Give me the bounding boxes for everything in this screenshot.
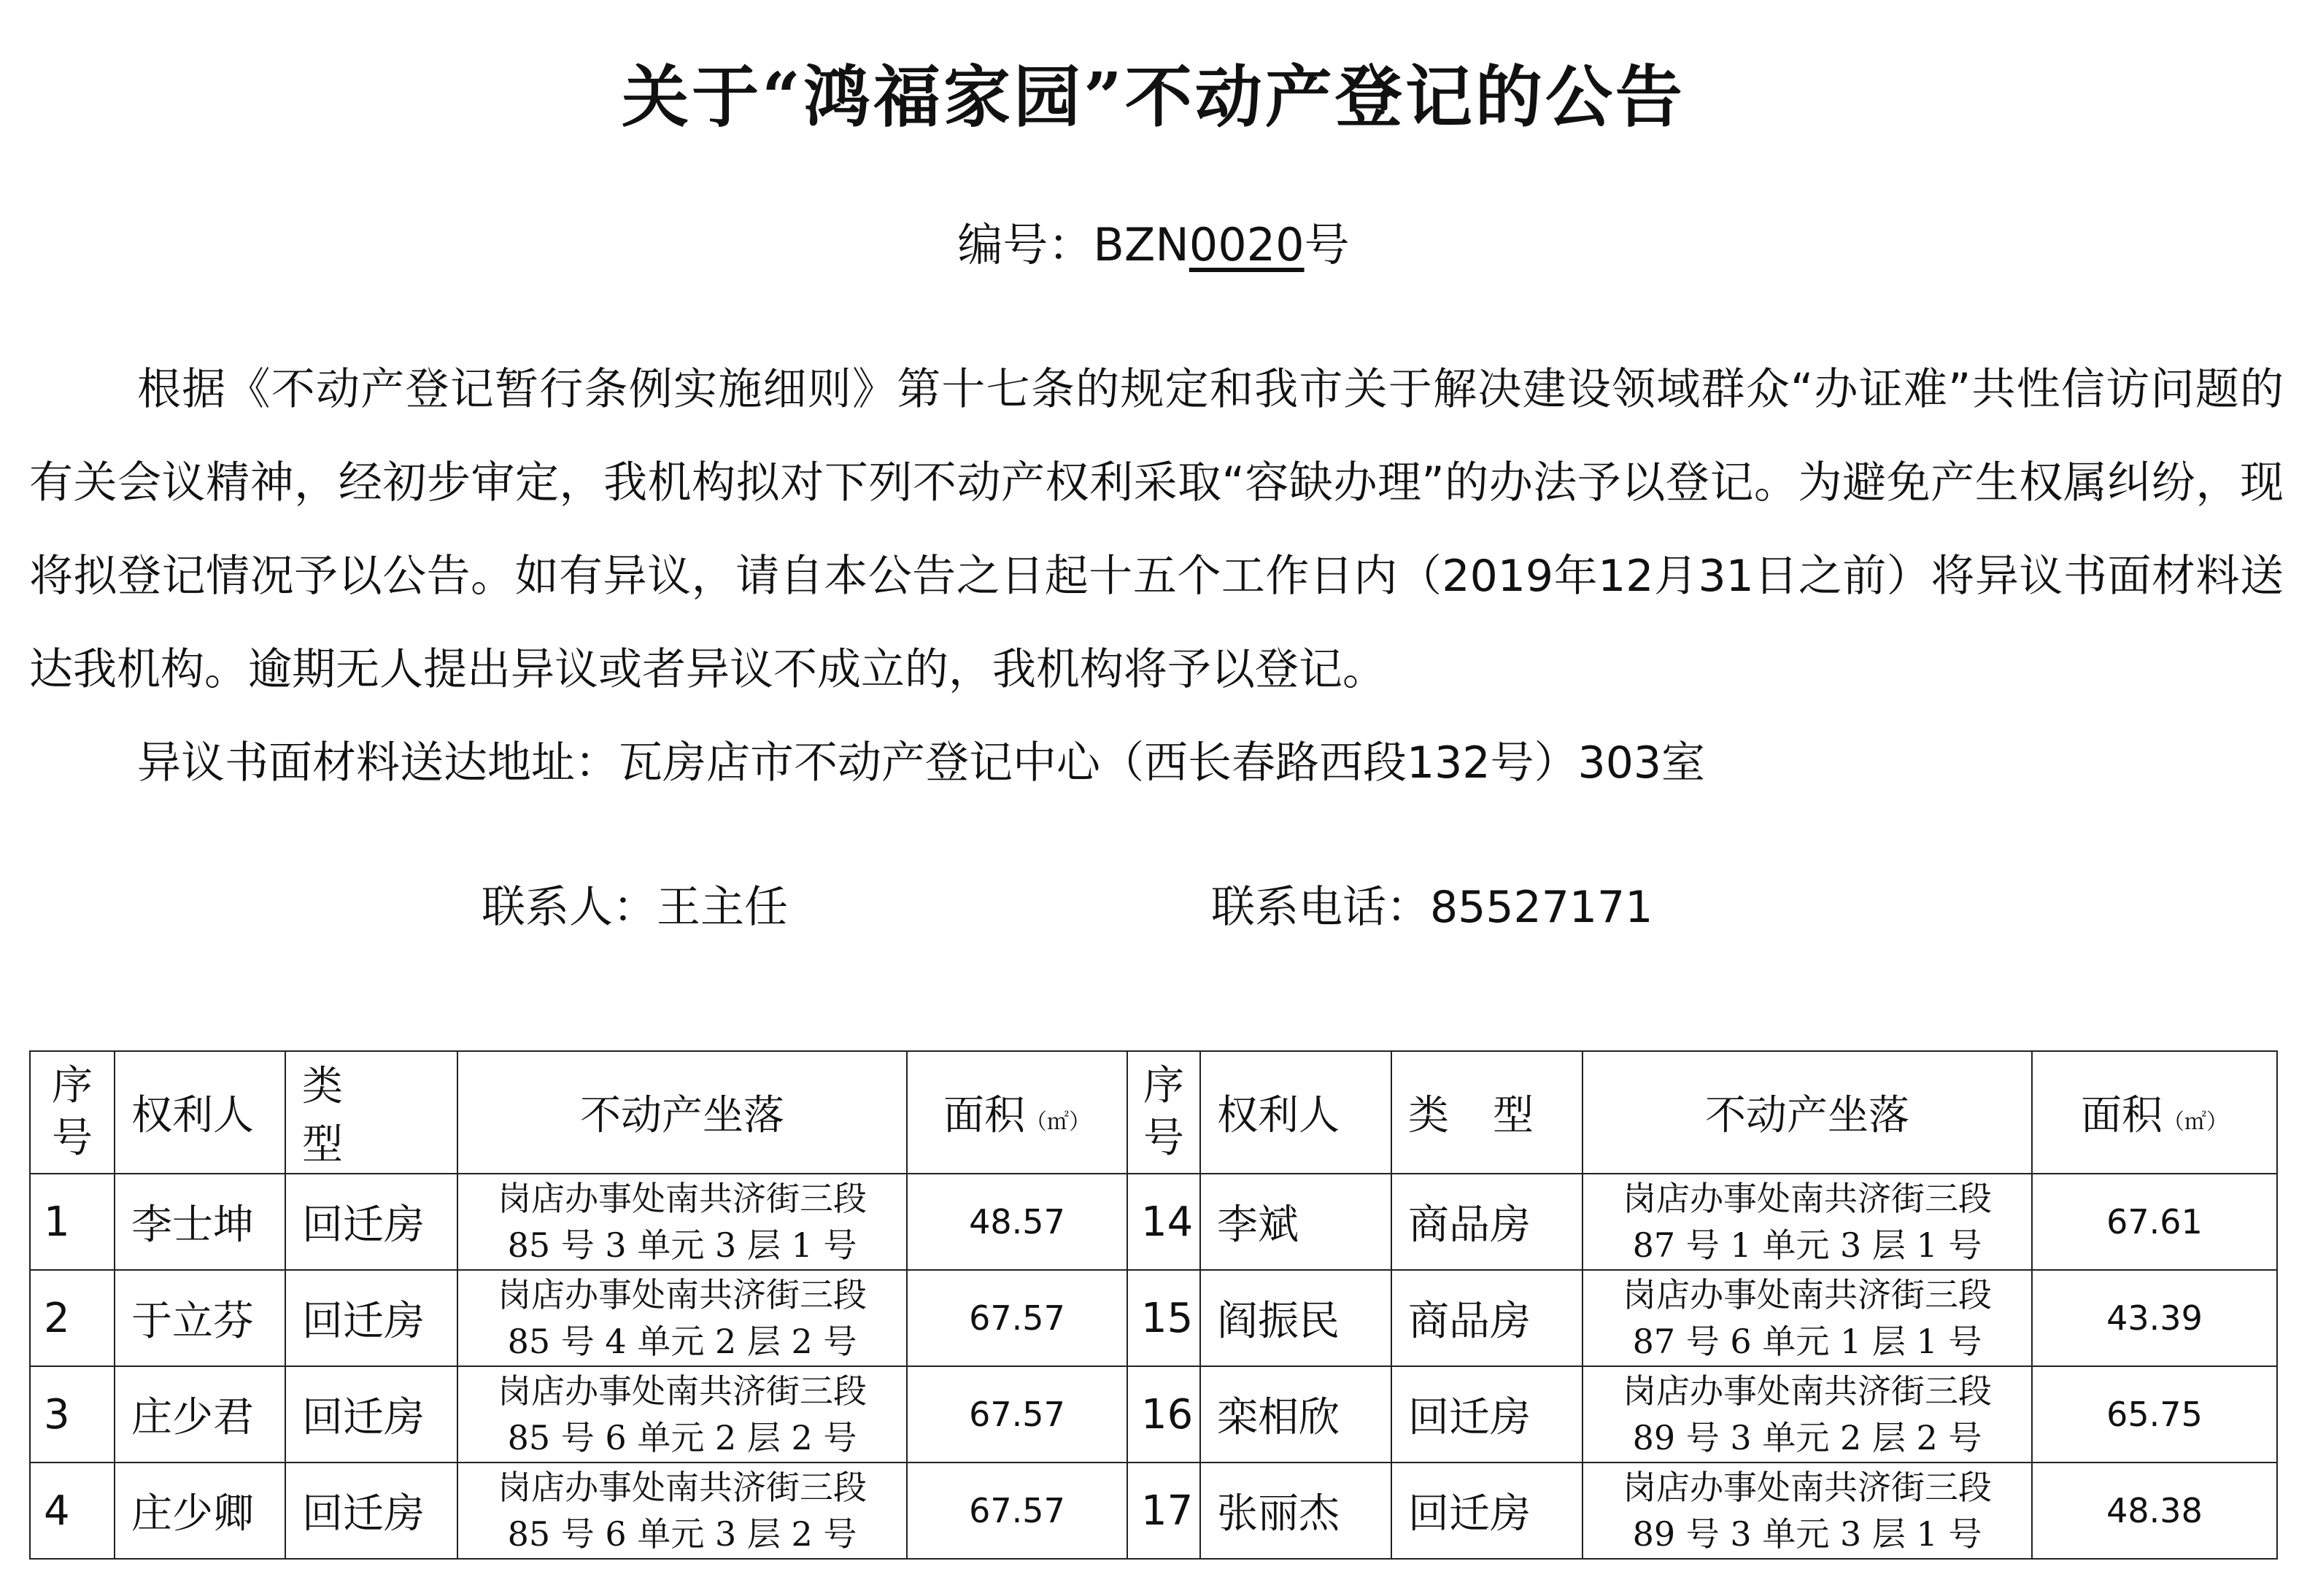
cell-owner: 庄少君: [115, 1366, 285, 1463]
cell-location: 岗店办事处南共济街三段 89 号 3 单元 3 层 1 号: [1583, 1463, 2032, 1559]
cell-type: 商品房: [1391, 1270, 1583, 1366]
cell-location: 岗店办事处南共济街三段 85 号 4 单元 2 层 2 号: [457, 1270, 907, 1366]
header-owner: 权利人: [1200, 1051, 1391, 1174]
header-type: 类型: [1391, 1051, 1583, 1174]
header-type: 类型: [285, 1051, 457, 1174]
header-area: 面积（㎡）: [907, 1051, 1127, 1174]
contact-phone: [1211, 872, 1653, 935]
header-location: 不动产坐落: [457, 1051, 907, 1174]
cell-location: 岗店办事处南共济街三段 85 号 6 单元 3 层 2 号: [457, 1463, 907, 1559]
doc-number-value: 0020: [1189, 218, 1305, 271]
cell-seq: 14: [1127, 1174, 1200, 1270]
doc-number-prefix: 编号：BZN: [957, 218, 1189, 271]
cell-seq: 4: [30, 1463, 115, 1559]
cell-type: 回迁房: [285, 1174, 457, 1270]
body-paragraph-1: 根据《不动产登记暂行条例实施细则》第十七条的规定和我市关于解决建设领域群众“办证难”共性信访问题的有关会议精神，经初步审定，我机构拟对下列不动产权利采取“容缺办理”的办法予以登记。为避免产生权属纠纷，现将拟登记情况予以公告。如有异议，请自本公告之日起十五个工作日内（2019年12月31日之前）将异议书面材料送达我机构。逾期无人提出异议或者异议不成立的，我机构将予以登记。: [29, 364, 2284, 695]
cell-seq: 2: [30, 1270, 115, 1366]
cell-area: 65.75: [2032, 1366, 2277, 1463]
contact-phone-value: 85527171: [1430, 882, 1653, 933]
cell-location: 岗店办事处南共济街三段 87 号 1 单元 3 层 1 号: [1583, 1174, 2032, 1270]
cell-seq: 1: [30, 1174, 115, 1270]
body-paragraph-2: 异议书面材料送达地址：瓦房店市不动产登记中心（西长春路西段132号）303室: [137, 737, 1706, 789]
cell-owner: 于立芬: [115, 1270, 285, 1366]
cell-seq: 16: [1127, 1366, 1200, 1463]
cell-location: 岗店办事处南共济街三段 85 号 6 单元 2 层 2 号: [457, 1366, 907, 1463]
header-seq: 序 号: [1127, 1051, 1200, 1174]
cell-location: 岗店办事处南共济街三段 87 号 6 单元 1 层 1 号: [1583, 1270, 2032, 1366]
header-location: 不动产坐落: [1583, 1051, 2032, 1174]
cell-area: 67.57: [907, 1463, 1127, 1559]
cell-type: 回迁房: [1391, 1463, 1583, 1559]
cell-owner: 阎振民: [1200, 1270, 1391, 1366]
cell-area: 43.39: [2032, 1270, 2277, 1366]
contact-person: [482, 872, 788, 935]
doc-number-suffix: 号: [1304, 218, 1350, 271]
registration-table: [29, 1050, 2278, 1560]
cell-seq: 3: [30, 1366, 115, 1463]
document-title: 关于“鸿福家园”不动产登记的公告: [622, 58, 1685, 136]
contact-person-value: 王主任: [657, 882, 788, 933]
cell-area: 48.57: [907, 1174, 1127, 1270]
cell-type: 回迁房: [285, 1270, 457, 1366]
table-header-row: [30, 1051, 2277, 1174]
table-row: [30, 1366, 2277, 1463]
header-seq: 序 号: [30, 1051, 115, 1174]
cell-area: 67.57: [907, 1366, 1127, 1463]
table-row: [30, 1174, 2277, 1270]
cell-owner: 栾相欣: [1200, 1366, 1391, 1463]
document-number: [0, 209, 2307, 274]
cell-area: 67.57: [907, 1270, 1127, 1366]
cell-area: 67.61: [2032, 1174, 2277, 1270]
cell-seq: 17: [1127, 1463, 1200, 1559]
cell-owner: 李士坤: [115, 1174, 285, 1270]
contact-phone-label: 联系电话：: [1211, 882, 1430, 933]
cell-owner: 张丽杰: [1200, 1463, 1391, 1559]
cell-owner: 李斌: [1200, 1174, 1391, 1270]
table-row: [30, 1270, 2277, 1366]
cell-area: 48.38: [2032, 1463, 2277, 1559]
header-owner: 权利人: [115, 1051, 285, 1174]
cell-type: 回迁房: [285, 1463, 457, 1559]
cell-owner: 庄少卿: [115, 1463, 285, 1559]
table-row: [30, 1463, 2277, 1559]
header-area: 面积（㎡）: [2032, 1051, 2277, 1174]
cell-seq: 15: [1127, 1270, 1200, 1366]
cell-type: 商品房: [1391, 1174, 1583, 1270]
cell-type: 回迁房: [285, 1366, 457, 1463]
cell-location: 岗店办事处南共济街三段 89 号 3 单元 2 层 2 号: [1583, 1366, 2032, 1463]
contact-person-label: 联系人：: [482, 882, 657, 933]
cell-location: 岗店办事处南共济街三段 85 号 3 单元 3 层 1 号: [457, 1174, 907, 1270]
cell-type: 回迁房: [1391, 1366, 1583, 1463]
